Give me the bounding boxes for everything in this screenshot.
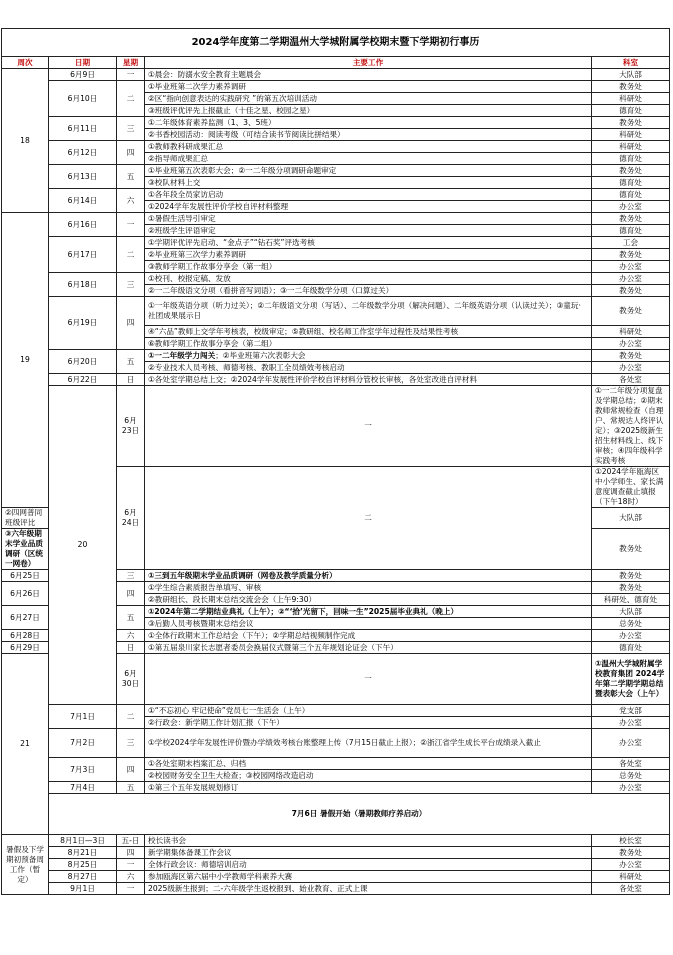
day-cell: 六	[117, 189, 145, 213]
day-cell: 一	[117, 883, 145, 895]
date-cell: 7月1日	[49, 705, 117, 729]
dept-cell: 办公室	[592, 717, 670, 729]
dept-cell: 总务处	[592, 618, 670, 630]
work-cell: ②教研组长、段长期末总结交流会会（上午9:30）	[145, 594, 592, 606]
dept-cell: 办公室	[592, 630, 670, 642]
work-cell: ②专业技术人员考核、师德考核、教职工全员绩效考核启动	[145, 362, 592, 374]
work-cell: ①暑假生活导引审定	[145, 213, 592, 225]
work-cell: ①2024学年瓯海区中小学师生、家长满意度调查截止填报（下午18时）	[592, 467, 670, 508]
table-row	[2, 237, 670, 249]
header-day: 星期	[117, 57, 145, 69]
work-cell: ③后勤人员考核暨期末总结会议	[145, 618, 592, 630]
dept-cell: 办公室	[592, 261, 670, 273]
header-date: 日期	[49, 57, 117, 69]
dept-cell: 德育处	[592, 105, 670, 117]
date-cell: 6月18日	[49, 273, 117, 297]
day-cell: 三	[117, 117, 145, 141]
table-row	[2, 165, 670, 177]
dept-cell: 教务处	[592, 350, 670, 362]
day-cell: 二	[117, 81, 145, 117]
day-cell: 一	[145, 386, 592, 467]
work-cell: 2025级新生报到；二-六年级学生返校报到、始业教育、正式上课	[145, 883, 592, 895]
work-cell: ①温州大学城附属学校教育集团 2024学年第二学期学期总结暨表彰大会（上午）	[592, 654, 670, 705]
work-cell: ②区“指向创意表达的实践研究 ”的第五次培训活动	[145, 93, 592, 105]
day-cell: 五	[117, 350, 145, 374]
date-cell: 6月13日	[49, 165, 117, 189]
dept-cell: 科研处、德育处	[592, 594, 670, 606]
date-cell: 6月26日	[2, 582, 49, 606]
work-cell: 校长读书会	[145, 835, 592, 847]
dept-cell: 科研处	[592, 326, 670, 338]
day-cell: 五	[117, 782, 145, 794]
day-cell: 六	[117, 630, 145, 642]
work-cell: ①一年级英语分项（听力过关）；②二年级语文分项（写话）、二年级数学分项（解决问题）、二年级英语分项（认读过关）；③童玩·社团成果展示日	[145, 297, 592, 326]
dept-cell: 教务处	[592, 582, 670, 594]
day-cell: 日	[117, 374, 145, 386]
work-cell: ②书香校园活动：阅读考级（可结合读书节阅读比拼结果）	[145, 129, 592, 141]
dept-cell: 教务处	[592, 285, 670, 297]
table-row	[2, 81, 670, 93]
date-cell: 6月14日	[49, 189, 117, 213]
work-cell: ①“不忘初心 牢记使命”党员七一生活会（上午）	[145, 705, 592, 717]
work-cell: ①二年级体育素养监测（1、3、5班）	[145, 117, 592, 129]
summer-row	[2, 859, 670, 871]
dept-cell: 德育处	[592, 189, 670, 201]
dept-cell: 教务处	[592, 165, 670, 177]
date-cell: 8月27日	[49, 871, 117, 883]
date-cell: 6月10日	[49, 81, 117, 117]
dept-cell: 德育处	[592, 177, 670, 189]
dept-cell: 教务处	[592, 297, 670, 326]
work-cell: ①毕业班第五次表彰大会；②一二年级分项调研命题审定	[145, 165, 592, 177]
work-cell: ②毕业班第三次学力素养调研	[145, 249, 592, 261]
dept-cell: 教务处	[592, 529, 670, 570]
work-cell: ④“六品”教师上交学年考核表，校级审定；⑤教研组、校名师工作室学年过程性及结果性考核	[145, 326, 592, 338]
week-cell: 20	[49, 386, 117, 705]
work-highlight: ①一二年级学力闯关	[148, 350, 216, 360]
week-cell: 19	[2, 213, 49, 508]
week-cell: 18	[2, 69, 49, 213]
holiday-row	[2, 794, 670, 835]
date-cell: 8月25日	[49, 859, 117, 871]
table-row	[2, 374, 670, 386]
date-cell: 6月22日	[49, 374, 117, 386]
work-cell: ①全体行政期末工作总结会（下午）；②学期总结视频制作完成	[145, 630, 592, 642]
summer-row	[2, 871, 670, 883]
day-cell: 四	[117, 141, 145, 165]
dept-cell: 办公室	[592, 729, 670, 758]
table-row	[2, 758, 670, 770]
dept-cell: 教务处	[592, 249, 670, 261]
dept-cell: 办公室	[592, 201, 670, 213]
table-row	[2, 705, 670, 717]
dept-cell: 大队部	[592, 69, 670, 81]
dept-cell: 德育处	[592, 153, 670, 165]
day-cell: 一	[145, 654, 592, 705]
work-cell: ①学生综合素质报告单填写、审核	[145, 582, 592, 594]
dept-cell: 教务处	[592, 570, 670, 582]
work-cell: ①毕业班第二次学力素养调研	[145, 81, 592, 93]
date-cell: 6月28日	[2, 630, 49, 642]
day-cell: 一	[117, 859, 145, 871]
work-cell: ②班级学生评语审定	[145, 225, 592, 237]
work-cell: ⑥教师学期工作故事分享会（第二组）	[145, 338, 592, 350]
work-cell: ②校园财务安全卫生大检查；③校园网络改造启动	[145, 770, 592, 782]
date-cell: 6月27日	[2, 606, 49, 630]
work-cell: ①学期评优评先启动、“金点子”“钻石奖”评选考核	[145, 237, 592, 249]
date-cell: 6月24日	[117, 467, 145, 570]
table-row	[2, 729, 670, 758]
table-row	[2, 69, 670, 81]
dept-cell: 教务处	[592, 847, 670, 859]
date-cell: 6月16日	[49, 213, 117, 237]
work-cell: ①一二年级学力闯关；②毕业班第六次表彰大会	[145, 350, 592, 362]
work-cell: ①学校2024学年发展性评价暨办学绩效考核台账整理上传（7月15日截止上报）；②浙江省学生成长平台成绩录入截止	[145, 729, 592, 758]
day-cell: 四	[117, 297, 145, 350]
table-row	[2, 117, 670, 129]
holiday-text: 7月6日 暑假开始（暑期教师疗养启动）	[49, 794, 670, 835]
day-cell: 五	[117, 165, 145, 189]
dept-cell: 总务处	[592, 770, 670, 782]
day-cell: 三	[117, 273, 145, 297]
dept-cell: 党支部	[592, 705, 670, 717]
day-cell: 三	[117, 570, 145, 582]
date-cell: 7月4日	[49, 782, 117, 794]
day-cell: 五	[117, 606, 145, 630]
work-cell: ②四网普同班级评比	[2, 508, 49, 529]
dept-cell: 科研处	[592, 141, 670, 153]
table-row	[2, 213, 670, 225]
day-cell: 五-日	[117, 835, 145, 847]
date-cell: 6月9日	[49, 69, 117, 81]
day-cell: 二	[117, 705, 145, 729]
date-cell: 6月12日	[49, 141, 117, 165]
table-row	[2, 189, 670, 201]
work-cell: ①晨会：防溺水安全教育主题晨会	[145, 69, 592, 81]
date-cell: 8月1日—3日	[49, 835, 117, 847]
work-cell: ③教师学期工作故事分享会（第一组）	[145, 261, 592, 273]
day-cell: 二	[117, 237, 145, 273]
dept-cell: 科研处	[592, 93, 670, 105]
dept-cell: 办公室	[592, 273, 670, 285]
table-row	[2, 782, 670, 794]
dept-cell: 办公室	[592, 362, 670, 374]
date-cell: 6月23日	[117, 386, 145, 467]
page-title: 2024学年度第二学期温州大学城附属学校期末暨下学期初行事历	[2, 29, 670, 57]
table-row	[2, 297, 670, 326]
dept-cell: 教务处	[592, 81, 670, 93]
work-cell: ①各年段全员家访启动	[145, 189, 592, 201]
work-cell: ①一二年级分项复盘及学期总结；②期末教师常规检查（自理户、常规达人终评认定）；③2025级新生招生材料线上、线下审核；④四年级科学实践考核	[592, 386, 670, 467]
work-cell: ③六年级期末学业品质调研（区统一网卷）	[2, 529, 49, 570]
week-cell: 21	[2, 654, 49, 835]
header-week: 周次	[2, 57, 49, 69]
work-cell: ①各处室期末档案汇总、归档	[145, 758, 592, 770]
day-cell: 四	[117, 847, 145, 859]
table-row	[2, 386, 670, 467]
summer-label: 暑假及下学期初预备周工作（暂定）	[2, 835, 49, 895]
date-cell: 7月3日	[49, 758, 117, 782]
table-row	[2, 350, 670, 362]
day-cell: 日	[117, 642, 145, 654]
work-cell: ①教师教科研成果汇总	[145, 141, 592, 153]
day-cell: 六	[117, 871, 145, 883]
date-cell: 6月20日	[49, 350, 117, 374]
header-dept: 科室	[592, 57, 670, 69]
header-work: 主要工作	[145, 57, 592, 69]
work-cell: 参加瓯海区第六届中小学教师学科素养大赛	[145, 871, 592, 883]
summer-row	[2, 847, 670, 859]
dept-cell: 大队部	[592, 508, 670, 529]
dept-cell: 各处室	[592, 758, 670, 770]
date-cell: 7月2日	[49, 729, 117, 758]
summer-row	[2, 835, 670, 847]
calendar-table	[1, 28, 670, 895]
work-cell: ①校刊、校报定稿、发放	[145, 273, 592, 285]
work-cell: ②一二年级语文分项（看拼音写词语）；③一二年级数学分项（口算过关）	[145, 285, 592, 297]
dept-cell: 大队部	[592, 606, 670, 618]
day-cell: 三	[117, 729, 145, 758]
dept-cell: 科研处	[592, 129, 670, 141]
date-cell: 6月19日	[49, 297, 117, 350]
date-cell: 8月21日	[49, 847, 117, 859]
dept-cell: 科研处	[592, 871, 670, 883]
header-row	[2, 57, 670, 69]
dept-cell: 各处室	[592, 883, 670, 895]
work-cell: ①三到五年级期末学业品质调研（网卷及教学质量分析）	[145, 570, 592, 582]
dept-cell: 教务处	[592, 117, 670, 129]
day-cell: 一	[117, 213, 145, 237]
summer-row	[2, 883, 670, 895]
day-cell: 四	[117, 758, 145, 782]
date-cell: 6月11日	[49, 117, 117, 141]
dept-cell: 办公室	[592, 859, 670, 871]
date-cell: 6月29日	[2, 642, 49, 654]
work-cell: ①2024年第二学期结业典礼（上午）；②“‘拾’光留下，回味一生”2025届毕业典礼（晚上）	[145, 606, 592, 618]
work-cell: ③班级评优评先上报截止（十佳之星、校园之星）	[145, 105, 592, 117]
dept-cell: 办公室	[592, 782, 670, 794]
work-cell: ①第五届泉川家长志愿者委员会换届仪式暨第三个五年规划论证会（下午）	[145, 642, 592, 654]
work-cell: ③校队材料上交	[145, 177, 592, 189]
date-cell: 6月17日	[49, 237, 117, 273]
table-row	[2, 273, 670, 285]
work-cell: ②指导师成果汇总	[145, 153, 592, 165]
work-cell: 全体行政会议：师德培训启动	[145, 859, 592, 871]
table-body	[2, 69, 670, 895]
table-row	[2, 141, 670, 153]
work-cell: ①各处室学期总结上交；②2024学年发展性评价学校自评材料分管校长审核，各处室改进自评材料	[145, 374, 592, 386]
work-cell: 新学期集体备课工作会议	[145, 847, 592, 859]
dept-cell: 工会	[592, 237, 670, 249]
dept-cell: 校长室	[592, 835, 670, 847]
work-cell: ①第三个五年发展规划修订	[145, 782, 592, 794]
dept-cell: 德育处	[592, 225, 670, 237]
dept-cell: 德育处	[592, 642, 670, 654]
dept-cell: 教务处	[592, 213, 670, 225]
day-cell: 二	[145, 467, 592, 570]
day-cell: 一	[117, 69, 145, 81]
work-cell: ②行政会：新学期工作计划汇报（下午）	[145, 717, 592, 729]
date-cell: 9月1日	[49, 883, 117, 895]
dept-cell: 办公室	[592, 338, 670, 350]
day-cell: 四	[117, 582, 145, 606]
date-cell: 6月25日	[2, 570, 49, 582]
date-cell: 6月30日	[117, 654, 145, 705]
work-cell: ①2024学年发展性评价学校自评材料整理	[145, 201, 592, 213]
dept-cell: 各处室	[592, 374, 670, 386]
